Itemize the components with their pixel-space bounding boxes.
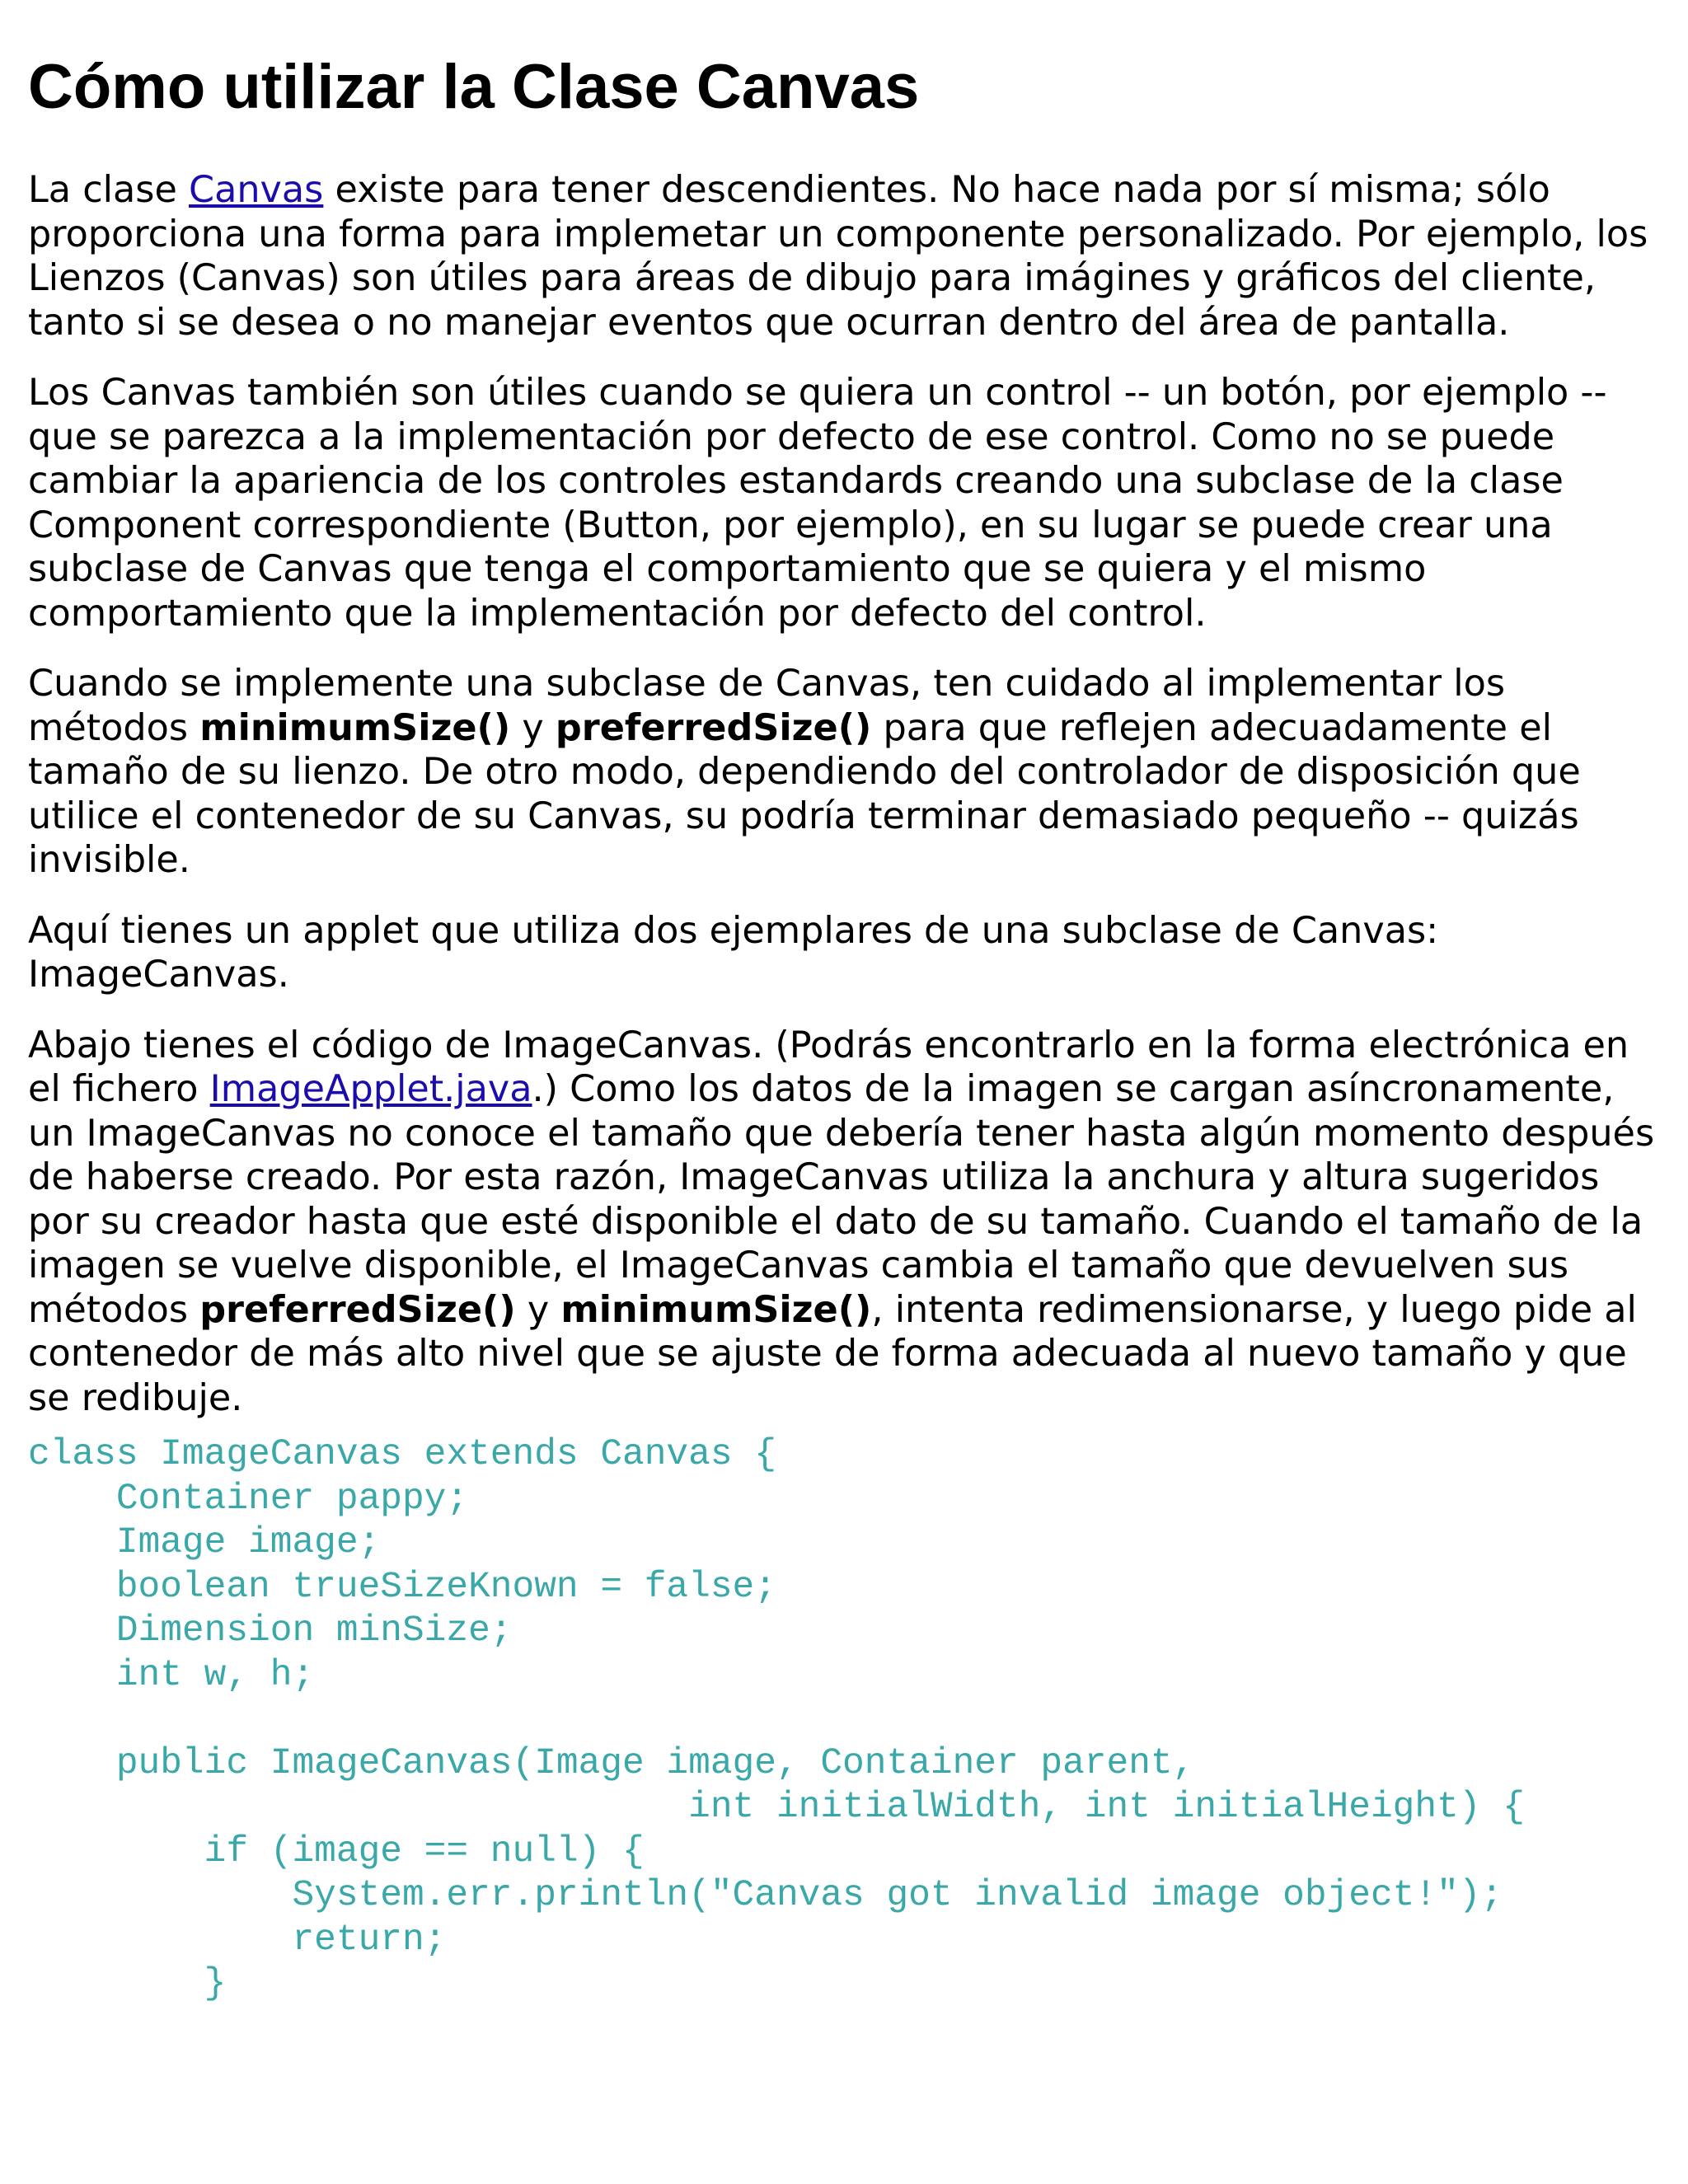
text: y [515, 1288, 561, 1331]
paragraph-applet: Aquí tienes un applet que utiliza dos ejemplares de una subclase de Canvas: ImageCanvas. [28, 909, 1439, 996]
text: , intenta redimensionarse, y luego pide al contenedor de más alto nivel que se ajuste de forma adecuada al nuevo tamaño y que se redibuje. [28, 1288, 1637, 1419]
bold-preferredsize: preferredSize() [199, 1288, 516, 1331]
bold-minimumsize: minimumSize() [560, 1288, 872, 1331]
paragraph-intro [28, 168, 1668, 344]
paragraph-size-methods [28, 662, 1668, 883]
paragraph-controls: Los Canvas también son útiles cuando se quiera un control -- un botón, por ejemplo -- que se parezca a la implementación por defecto de ese control. Como no se puede cambiar la apariencia de los controles estandards creando una subclase de la clase Component correspondiente (Button, por ejemplo), en su lugar se puede crear una subclase de Canvas que tenga el comportamiento que se quiera y el mismo comportamiento que la implementación por defecto del control. [28, 372, 1607, 635]
bold-minimumsize: minimumSize() [199, 706, 511, 749]
canvas-link[interactable]: Canvas [189, 169, 324, 211]
text: y [510, 706, 556, 749]
text: .) Como los datos de la imagen se cargan asíncronamente, un ImageCanvas no conoce el tamaño que debería tener hasta algún momento después de haberse creado. Por esta razón, ImageCanvas utiliza la anchura y altura sugeridos por su creador hasta que esté disponible el dato de su tamaño. Cuando el tamaño de la imagen se vuelve disponible, el ImageCanvas cambia el tamaño que devuelven sus métodos [28, 1068, 1655, 1331]
page-title: Cómo utilizar la Clase Canvas [28, 52, 920, 122]
document [28, 48, 1668, 2007]
text: existe para tener descendientes. No hace nada por sí misma; sólo proporciona una forma para implemetar un componente personalizado. Por ejemplo, los Lienzos (Canvas) son útiles para áreas de dibujo para imágines y gráficos del cliente, tanto si se desea o no manejar eventos que ocurran dentro del área de pantalla. [28, 169, 1648, 344]
paragraph-imagecanvas [28, 1024, 1668, 1421]
text: Cuando se implemente una subclase de Canvas, ten cuidado al implementar los métodos [28, 663, 1506, 749]
text: Abajo tienes el código de ImageCanvas. (Podrás encontrarlo en la forma electrónica en el fichero [28, 1024, 1629, 1110]
text: La clase [28, 169, 190, 211]
text: para que reflejen adecuadamente el tamaño de su lienzo. De otro modo, dependiendo del controlador de disposición que utilice el contenedor de su Canvas, su podría terminar demasiado pequeño -- quizás invisible. [28, 706, 1581, 881]
code-block: class ImageCanvas extends Canvas { Container pappy; Image image; boolean trueSizeKnown = false; Dimension minSize; int w, h; public ImageCanvas(Image image, Container parent, int initialWidth, int initialHeight) { if (image == null) { System.err.println("Canvas got invalid image object!"); return; } [28, 1434, 1525, 2004]
bold-preferredsize: preferredSize() [555, 706, 872, 749]
imageapplet-link[interactable]: ImageApplet.java [209, 1068, 532, 1110]
